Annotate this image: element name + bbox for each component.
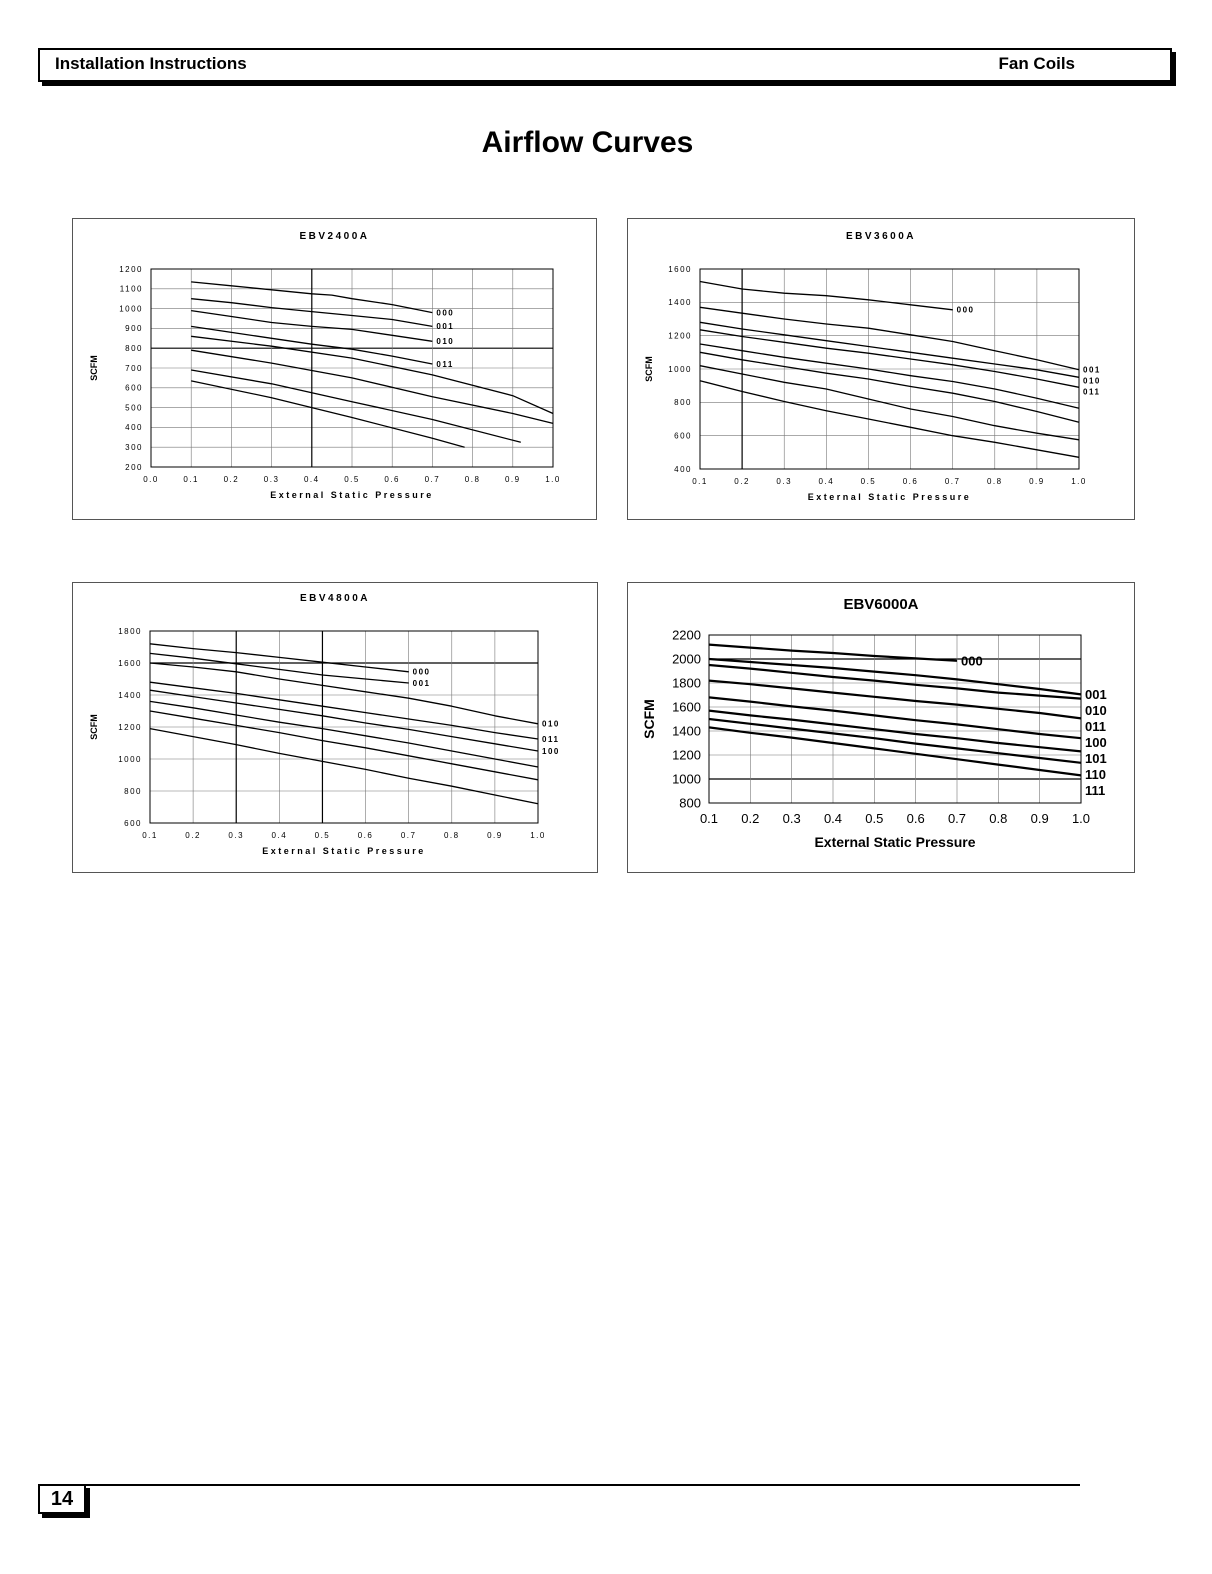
y-tick-label: 1800: [118, 626, 142, 636]
x-tick-label: 0.5: [865, 811, 884, 826]
y-tick-label: 500: [125, 403, 143, 413]
x-tick-label: 0.6: [906, 811, 925, 826]
chart-svg: [628, 583, 1134, 872]
x-tick-label: 0.2: [741, 811, 760, 826]
series-line-unlabeled-6: [150, 711, 538, 780]
header-right-text: Fan Coils: [998, 54, 1075, 73]
series-line-001: [709, 659, 1081, 694]
series-label: 011: [1085, 718, 1106, 734]
y-tick-label: 800: [124, 786, 142, 796]
y-tick-label: 900: [125, 324, 143, 334]
series-label: 011: [436, 359, 454, 369]
x-tick-label: 0.1: [183, 475, 200, 484]
chart-svg: [628, 219, 1134, 519]
y-tick-label: 600: [124, 818, 142, 828]
x-tick-label: 1.0: [530, 831, 546, 840]
series-line-111: [709, 727, 1081, 775]
x-tick-label: 0.8: [443, 831, 460, 840]
x-tick-label: 0.6: [902, 477, 919, 486]
grid-lines: [700, 269, 1079, 469]
x-tick-label: 0.7: [947, 811, 967, 826]
x-tick-label: 0.9: [487, 831, 503, 840]
series-line-unlabeled-7: [191, 381, 464, 447]
y-tick-label: 300: [125, 443, 143, 452]
series-label: 100: [1085, 734, 1107, 750]
y-tick-label: 1600: [668, 264, 692, 274]
y-tick-label: 1000: [119, 304, 143, 314]
y-tick-label: 800: [674, 398, 692, 408]
x-tick-label: 0.5: [314, 831, 331, 840]
header-left-text: Installation Instructions: [55, 54, 247, 73]
chart-panel-ebv6000a: [627, 582, 1135, 873]
x-axis-label: External Static Pressure: [270, 490, 434, 500]
page-number: 14: [38, 1484, 86, 1514]
y-tick-label: 800: [125, 344, 143, 353]
y-tick-label: 1200: [672, 747, 701, 763]
x-tick-label: 1.0: [1071, 477, 1087, 486]
x-tick-label: 0.9: [1030, 811, 1049, 826]
page-header: [38, 48, 1172, 82]
x-tick-label: 0.2: [223, 475, 240, 484]
y-tick-label: 1000: [118, 754, 142, 764]
x-axis-label: External Static Pressure: [262, 846, 426, 856]
x-axis-label: External Static Pressure: [814, 834, 976, 850]
series-label: 010: [1083, 376, 1101, 386]
y-tick-label: 1100: [119, 284, 143, 294]
x-tick-label: 0.3: [228, 831, 245, 840]
plot-area-frame: [709, 635, 1081, 803]
x-tick-label: 0.7: [944, 477, 961, 486]
y-tick-label: 1200: [118, 722, 142, 732]
series-line-110: [709, 719, 1081, 763]
y-tick-label: 800: [679, 795, 701, 811]
x-tick-label: 0.9: [1029, 477, 1045, 486]
series-label: 011: [1083, 387, 1101, 397]
y-tick-label: 1600: [672, 699, 701, 715]
x-tick-label: 0.3: [782, 811, 801, 826]
x-tick-label: 0.2: [734, 477, 750, 486]
x-tick-label: 0.2: [185, 831, 201, 840]
series-label: 011: [542, 734, 560, 744]
y-tick-label: 1400: [118, 690, 142, 700]
series-label: 101: [1085, 750, 1107, 766]
series-line-011: [700, 330, 1079, 388]
series-label: 000: [412, 667, 431, 677]
y-tick-label: 1000: [672, 771, 701, 787]
y-tick-label: 1200: [668, 331, 692, 341]
series-line-unlabeled-5: [700, 352, 1079, 422]
footer-rule: [38, 1484, 1080, 1486]
series-label: 100: [542, 746, 560, 756]
series-line-010: [709, 665, 1081, 699]
chart-title: EBV6000A: [843, 596, 919, 613]
series-label: 111: [1085, 782, 1106, 798]
x-tick-label: 1.0: [545, 475, 561, 484]
x-tick-label: 0.1: [699, 811, 719, 826]
series-label: 000: [956, 305, 975, 315]
series-line-unlabeled-7: [150, 729, 538, 804]
y-tick-label: 1400: [672, 723, 701, 739]
series-label: 000: [961, 653, 983, 669]
series-label: 001: [436, 322, 455, 332]
x-tick-label: 0.5: [860, 477, 877, 486]
x-tick-label: 0.6: [357, 831, 374, 840]
x-tick-label: 0.1: [142, 831, 158, 840]
y-axis-label: SCFM: [89, 714, 99, 740]
y-tick-label: 1400: [668, 298, 692, 308]
y-tick-label: 1200: [119, 264, 143, 274]
series-label: 001: [1085, 686, 1107, 702]
y-tick-label: 1000: [668, 364, 692, 374]
y-tick-label: 400: [125, 423, 143, 433]
chart-svg: [73, 583, 597, 872]
series-label: 001: [1083, 365, 1101, 375]
x-tick-label: 0.4: [271, 831, 288, 840]
chart-title: EBV3600A: [845, 231, 917, 242]
y-axis-label: SCFM: [89, 355, 99, 381]
chart-panel-ebv3600a: [627, 218, 1135, 520]
x-tick-label: 0.4: [303, 475, 320, 484]
grid-lines: [709, 635, 1081, 803]
series-line-unlabeled-5: [191, 350, 553, 423]
series-line-unlabeled-7: [700, 381, 1079, 458]
y-axis-label: SCFM: [644, 356, 654, 382]
x-tick-label: 1.0: [1071, 811, 1091, 826]
series-line-010: [150, 663, 538, 724]
y-tick-label: 600: [674, 431, 692, 441]
series-line-unlabeled-5: [150, 701, 538, 767]
page-title: Airflow Curves: [481, 126, 694, 159]
x-tick-label: 0.4: [818, 477, 835, 486]
chart-panel-ebv4800a: [72, 582, 598, 873]
chart-title: EBV4800A: [299, 593, 371, 604]
chart-svg: [73, 219, 596, 519]
chart-title: EBV2400A: [299, 231, 370, 242]
series-label: 010: [1085, 702, 1107, 718]
x-tick-label: 0.4: [823, 811, 843, 826]
series-label: 000: [436, 308, 455, 318]
x-tick-label: 0.9: [504, 475, 521, 484]
y-tick-label: 700: [125, 363, 143, 373]
y-tick-label: 600: [125, 383, 143, 393]
y-tick-label: 400: [674, 464, 692, 474]
y-tick-label: 200: [125, 462, 143, 472]
series-label: 110: [1085, 766, 1106, 782]
y-tick-label: 1600: [118, 658, 142, 668]
y-tick-label: 2000: [672, 651, 701, 667]
chart-panel-ebv2400a: [72, 218, 597, 520]
series-label: 010: [542, 719, 560, 729]
y-tick-label: 2200: [672, 627, 701, 643]
x-tick-label: 0.0: [143, 475, 159, 484]
series-label: 001: [412, 678, 431, 688]
series-line-unlabeled-6: [191, 370, 521, 442]
x-tick-label: 0.8: [464, 475, 481, 484]
x-tick-label: 0.5: [344, 475, 360, 484]
x-tick-label: 0.3: [776, 477, 793, 486]
x-tick-label: 0.3: [263, 475, 280, 484]
x-tick-label: 0.6: [384, 475, 401, 484]
x-tick-label: 0.7: [400, 831, 417, 840]
x-tick-label: 0.8: [989, 811, 1008, 826]
x-axis-label: External Static Pressure: [807, 492, 972, 502]
x-tick-label: 0.7: [424, 475, 441, 484]
y-tick-label: 1800: [672, 675, 701, 691]
x-tick-label: 0.8: [986, 477, 1003, 486]
x-tick-label: 0.1: [692, 477, 708, 486]
series-label: 010: [436, 337, 455, 347]
y-axis-label: SCFM: [641, 699, 657, 739]
